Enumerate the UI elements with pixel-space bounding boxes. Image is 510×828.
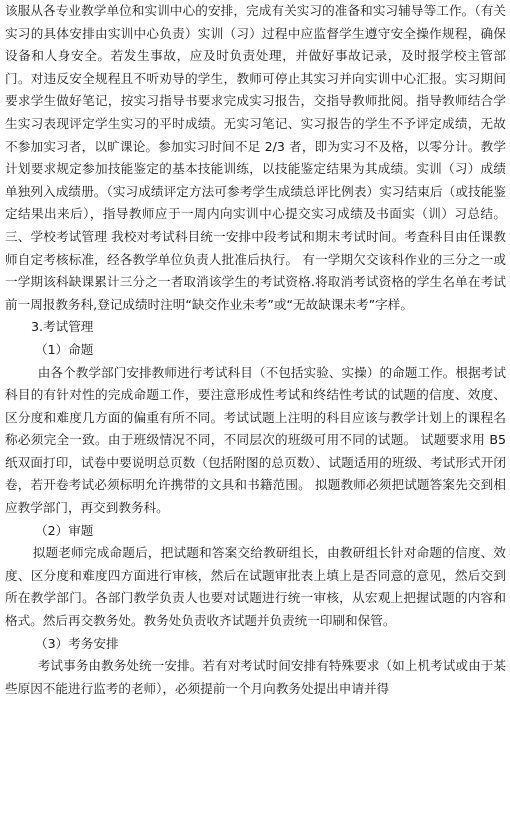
subsection-3-title: （3）考务安排 [35,635,119,651]
subsection-2-title: （2）审题 [35,522,94,538]
subsection-1-title: （1）命题 [35,341,94,357]
section-3-title: 3.考试管理 [31,319,94,335]
subsection-3-text: 考试事务由教务处统一安排。若有对考试时间安排有特殊要求（如上机考试或由于某些原因不能进行监考的老师），必须提前一个月向教务处提出申请并得 [5,658,506,696]
subsection-2-text: 拟题老师完成命题后，把试题和答案交给教研组长，由教研组长针对命题的信度、效度、区分度和难度四方面进行审核，然后在试题审批表上填上是否同意的意见，然后交到所在教学部门。各部门教学负责人也要对试题进行统一审核，从宏观上把握试题的内容和格式。然后再交教务处。教务处负责收齐试题并负责统一印刷和保管。 [5,545,506,629]
subsection-1-text: 由各个教学部门安排教师进行考试科目（不包括实验、实操）的命题工作。根据考试科目的有针对性的完成命题工作，要注意形成性考试和终结性考试的试题的信度、效度、区分度和难度几方面的偏重有所不同。考试试题上注明的科目应该与教学计划上的课程名称必须完全一致。由于班级情况不同，不同层次的班级可用不同的试题。 试题要求用 B5 纸双面打印，试卷中要说明总页数（包括附图的总页数）、试题适用的班级、考试形式开闭卷，若开卷考试必须标明允许携带的文具和书籍范围。 拟题教师必须把试题答案先交到相应教学部门，再交到教务科。 [5,364,506,516]
intro-paragraph: 该服从各专业教学单位和实训中心的安排，完成有关实习的准备和实习辅导等工作。（有关实习的具体安排由实训中心负责）实训（习）过程中应监督学生遵守安全操作规程，确保设备和人身安全。若发生事故，应及时负责处理，并做好事故记录，及时报学校主管部门。对违反安全规程且不听劝导的学生，教师可停止其实习并向实训中心汇报。实习期间要求学生做好笔记，按实习指导书要求完成实习报告，交指导教师批阅。指导教师结合学生实习表现评定学生实习的平时成绩。无实习笔记、实习报告的学生不予评定成绩，无故不参加实习者，以旷课论。参加实习时间不足 2/3 者，即为实习不及格，以零分计。教学计划要求规定参加技能鉴定的基本技能训练，以技能鉴定结果为其成绩。实训（习）成绩单独列入成绩册。（实习成绩评定方法可参考学生成绩总评比例表）实习结束后（或技能鉴定结果出来后），指导教师应于一周内向实训中心提交实习成绩及书面实（训）习总结。三、学校考试管理 我校对考试科目统一安排中段考试和期末考试时间。考查科目由任课教师自定考核标准，经各教学单位负责人批准后执行。 有一学期欠交该科作业的三分之一或一学期该科缺课累计三分之一者取消该学生的考试资格.将取消考试资格的学生名单在考试前一周报教务科,登记成绩时注明“缺交作业未考”或“无故缺课未考”字样。 [5,3,506,312]
